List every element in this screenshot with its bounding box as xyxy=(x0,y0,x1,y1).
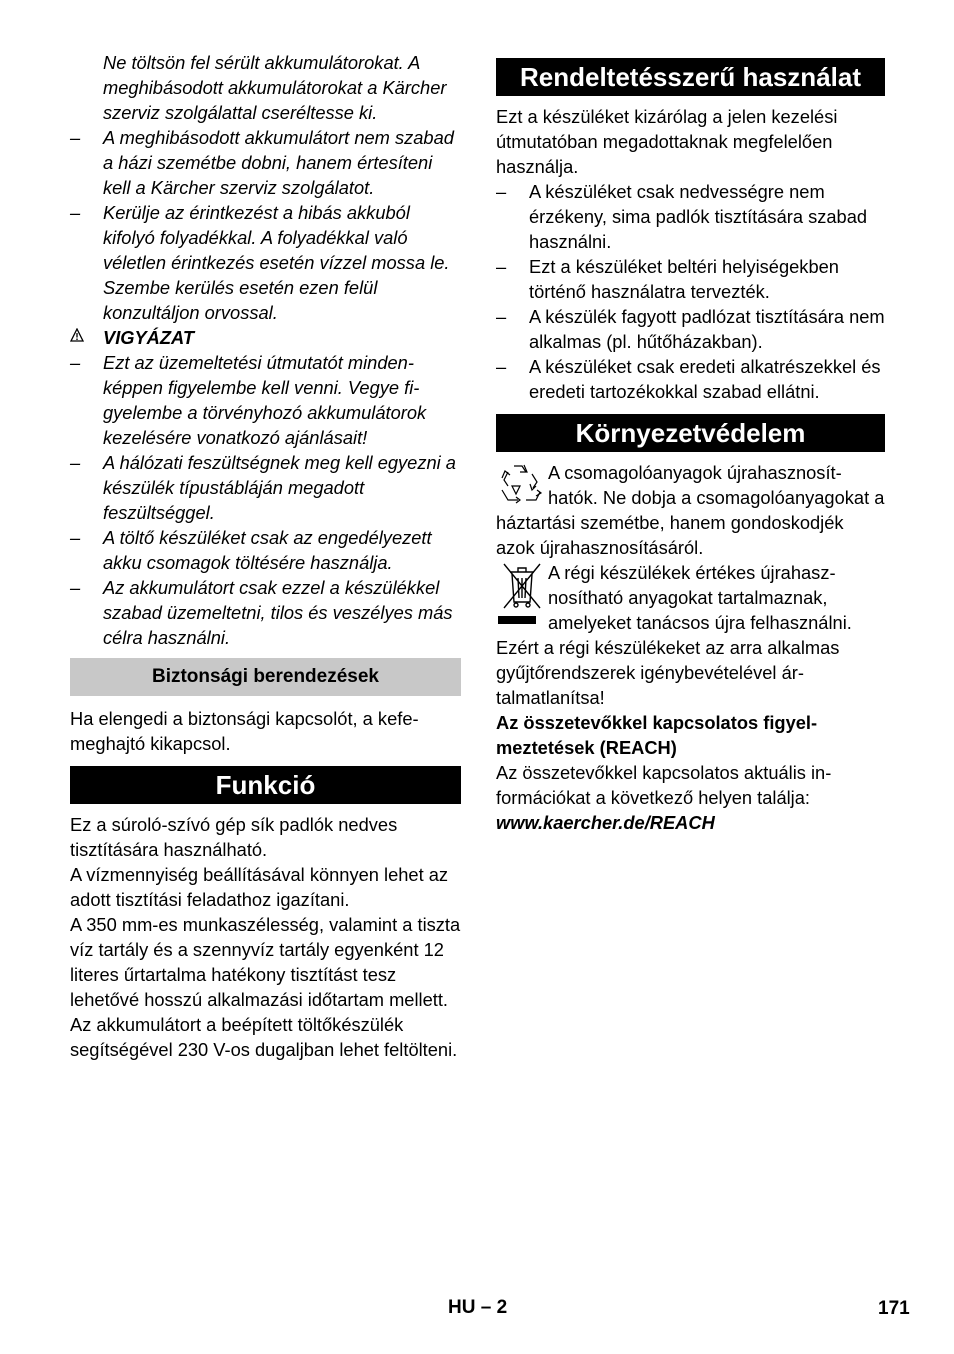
list-item-text: A készüléket csak nedvességre nem érzékeny, sima padlók tisztítására szabad használni. xyxy=(529,181,868,252)
packaging-text: A csomagolóanyagok újrahasznosíthatók. Ne dobja a csomagolóanyagokat a háztartási szemétbe, hanem gondoskodjék azok újrahasznosításáról. xyxy=(496,462,885,558)
footer-section: HU – 2 xyxy=(448,1297,508,1318)
intro-continuation xyxy=(70,50,461,125)
recycling-icon xyxy=(496,460,548,510)
function-paragraph: A 350 mm-es munkaszélesség, valamint a tiszta víz tartály és a szennyvíz tartály egyenként 12 literes űrtartalma hatékony tisztítást tesz lehetővé hosszú alkalmazási időtartam mellett. xyxy=(70,914,461,1010)
dash-bullet: – xyxy=(70,202,81,223)
list-item xyxy=(70,125,461,200)
right-column xyxy=(496,50,885,835)
safety-heading: Biztonsági berendezések xyxy=(70,658,461,696)
list-item-text: Kerülje az érintkezést a hibás akkuból kifolyó folyadékkal. A folyadékkal való véletlen érintkezés esetén vízzel mossa le. Szembe kerülés esetén ezen felül konzultáljon orvossal. xyxy=(103,202,450,323)
list-item-text: A készülék fagyott padlózat tisztítására nem alkalmas (pl. hűtőházakban). xyxy=(529,306,885,352)
left-column xyxy=(70,50,461,1062)
list-item xyxy=(496,354,885,404)
old-devices-note xyxy=(496,560,885,710)
list-item xyxy=(70,525,461,575)
list-item xyxy=(496,304,885,354)
page-number: 171 xyxy=(878,1298,910,1319)
list-item-text: Az akkumulátort csak ezzel a készülékkel szabad üzemeltetni, tilos és veszélyes más célra használni. xyxy=(103,577,453,648)
reach-heading: Az összetevőkkel kapcsolatos figyelmeztetések (REACH) xyxy=(496,712,818,758)
dash-bullet: – xyxy=(70,127,81,148)
warning-label: VIGYÁZAT xyxy=(103,327,195,348)
function-heading: Funkció xyxy=(70,766,461,804)
intro-text: Ne töltsön fel sérült akkumulátorokat. A meghibásodott akkumulátorokat a Kärcher szerviz szolgálattal cseréltesse ki. xyxy=(103,52,447,123)
reach-text: Az összetevőkkel kapcsolatos aktuális információkat a következő helyen találja: xyxy=(496,762,832,808)
usage-intro: Ezt a készüléket kizárólag a jelen kezelési útmutatóban megadottaknak megfelelően használja. xyxy=(496,106,838,177)
list-item-text: A meghibásodott akkumulátort nem szabad a házi szemétbe dobni, hanem értesíteni kell a Kärcher szerviz szolgálatot. xyxy=(103,127,454,198)
warning-triangle-icon xyxy=(70,328,84,342)
packaging-note xyxy=(496,460,885,560)
dash-bullet: – xyxy=(496,181,507,202)
old-devices-text: A régi készülékek értékes újrahasznosítható anyagokat tartalmaznak, amelyeket tanácsos újra felhasználni. Ezért a régi készülékeket az arra alkalmas gyűjtőrendszerek igénybevételével ártalmatlanítsa! xyxy=(496,562,852,708)
usage-heading: Rendeltetésszerű használat xyxy=(496,58,885,96)
list-item-text: Ezt az üzemeltetési útmutatót mindenképpen figyelembe kell venni. Vegye figyelembe a törvényhozó akkumulátorok kezelésére vonatkozó ajánlásait! xyxy=(103,352,427,448)
dash-bullet: – xyxy=(496,356,507,377)
function-paragraph: A vízmennyiség beállításával könnyen lehet az adott tisztítási feladathoz igazítani. xyxy=(70,864,449,910)
function-paragraph: Ez a súroló-szívó gép sík padlók nedves tisztítására használható. xyxy=(70,814,398,860)
dash-bullet: – xyxy=(496,256,507,277)
list-item-text: A készüléket csak eredeti alkatrészekkel és eredeti tartozékokkal szabad ellátni. xyxy=(529,356,881,402)
list-item-text: Ezt a készüléket beltéri helyiségekben történő használatra tervezték. xyxy=(529,256,839,302)
dash-bullet: – xyxy=(70,577,81,598)
list-item xyxy=(496,254,885,304)
list-item xyxy=(70,575,461,650)
list-item xyxy=(70,200,461,325)
dash-bullet: – xyxy=(496,306,507,327)
warning-heading xyxy=(70,325,461,350)
dash-bullet: – xyxy=(70,452,81,473)
environment-heading: Környezetvédelem xyxy=(496,414,885,452)
list-item-text: A hálózati feszültségnek meg kell egyezni a készülék típustábláján megadott feszültséggel. xyxy=(103,452,456,523)
list-item xyxy=(70,450,461,525)
list-item xyxy=(70,350,461,450)
function-paragraph: Az akkumulátort a beépített töltőkészülék segítségével 230 V-os dugaljban lehet feltölteni. xyxy=(70,1014,458,1060)
list-item xyxy=(496,179,885,254)
dash-bullet: – xyxy=(70,352,81,373)
safety-text: Ha elengedi a biztonsági kapcsolót, a kefemeghajtó kikapcsol. xyxy=(70,708,419,754)
dash-bullet: – xyxy=(70,527,81,548)
reach-link[interactable]: www.kaercher.de/REACH xyxy=(496,812,715,833)
list-item-text: A töltő készüléket csak az engedélyezett akku csomagok töltésére használja. xyxy=(103,527,432,573)
crossed-bin-icon xyxy=(496,560,548,626)
